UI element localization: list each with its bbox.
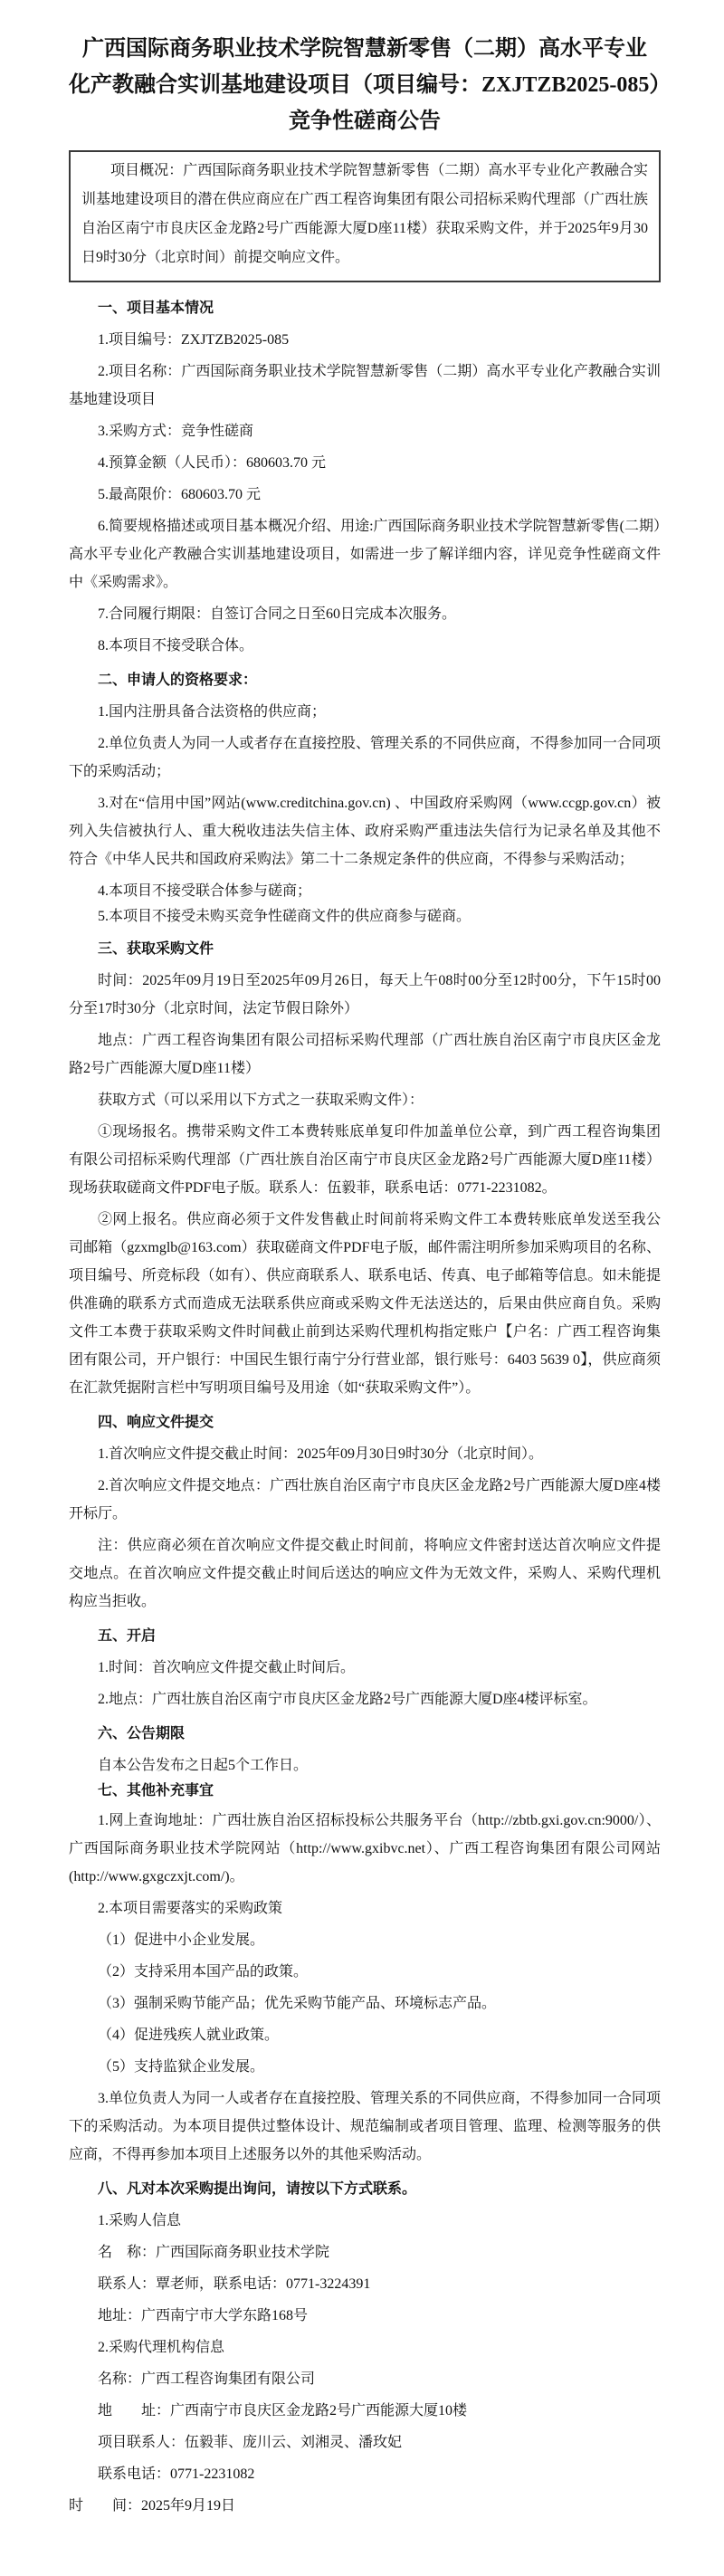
paragraph: ②网上报名。供应商必须于文件发售截止时间前将采购文件工本费转账底单发送至我公司邮箱（gzxmglb@163.com）获取磋商文件PDF电子版，邮件需注明所参加采购项目的名称、项目编号、所竞标段（如有）、供应商联系人、联系电话、传真、电子邮箱等信息。如未能提供准确的联系方式而造成无法联系供应商或采购文件无法送达的，后果由供应商自负。采购文件工本费于获取采购文件时间截止前到达采购代理机构指定账户【户名：广西工程咨询集团有限公司，开户银行：中国民生银行南宁分行营业部，银行账号：6403 5639 0】，供应商须在汇款凭据附言栏中写明项目编号及用途（如“获取采购文件”）。 [69,1212,661,1396]
project-overview-box [69,150,661,282]
paragraph: （4）促进残疾人就业政策。 [98,2027,280,2043]
page-title [69,31,672,139]
section-heading: 五、开启 [98,1628,157,1644]
paragraph: 2.单位负责人为同一人或者存在直接控股、管理关系的不同供应商，不得参加同一合同项下的采购活动； [69,736,661,779]
paragraph: 地址：广西南宁市大学东路168号 [98,2308,309,2323]
paragraph: 获取方式（可以采用以下方式之一获取采购文件）： [98,1092,424,1108]
paragraph: 2.本项目需要落实的采购政策 [98,1901,283,1916]
section-heading: 七、其他补充事宜 [98,1783,214,1798]
paragraph: 8.本项目不接受联合体。 [98,638,254,654]
paragraph: 2.项目名称：广西国际商务职业技术学院智慧新零售（二期）高水平专业化产教融合实训基地建设项目 [69,364,661,407]
paragraph: 5.本项目不接受未购买竞争性磋商文件的供应商参与磋商。 [98,909,472,924]
title-line-2: 化产教融合实训基地建设项目（项目编号：ZXJTZB2025-085） [69,73,672,97]
paragraph: （2）支持采用本国产品的政策。 [98,1964,309,1980]
section-heading: 四、响应文件提交 [98,1415,214,1430]
paragraph: 3.采购方式：竞争性磋商 [98,424,254,439]
paragraph: 联系人：覃老师，联系电话：0771-3224391 [98,2276,371,2292]
paragraph: ①现场报名。携带采购文件工本费转账底单复印件加盖单位公章，到广西工程咨询集团有限公司招标采购代理部（广西壮族自治区南宁市良庆区金龙路2号广西能源大厦D座11楼）现场获取磋商文件PDF电子版。联系人：伍毅菲，联系电话：0771-2231082。 [69,1124,661,1196]
paragraph: 时间：2025年09月19日至2025年09月26日，每天上午08时00分至12时00分，下午15时00分至17时30分（北京时间，法定节假日除外） [69,973,661,1016]
paragraph: 4.预算金额（人民币）：680603.70 元 [98,455,327,471]
section-heading: 三、获取采购文件 [98,941,214,957]
paragraph: 2.采购代理机构信息 [98,2340,225,2355]
paragraph: 自本公告发布之日起5个工作日。 [98,1758,309,1773]
paragraph: 地 址：广西南宁市良庆区金龙路2号广西能源大厦10楼 [98,2403,468,2419]
paragraph: 1.网上查询地址：广西壮族自治区招标投标公共服务平台（http://zbtb.gxi.gov.cn:9000/）、广西国际商务职业技术学院网站（http://www.gxibvc.net）、广西工程咨询集团有限公司网站(http://www.gxgczxjt.com/)。 [69,1813,661,1884]
paragraph: 3.单位负责人为同一人或者存在直接控股、管理关系的不同供应商，不得参加同一合同项下的采购活动。为本项目提供过整体设计、规范编制或者项目管理、监理、检测等服务的供应商，不得再参加本项目上述服务以外的其他采购活动。 [69,2091,661,2162]
paragraph: 4.本项目不接受联合体参与磋商； [98,883,312,899]
section-heading: 六、公告期限 [98,1726,186,1741]
paragraph: 1.国内注册具备合法资格的供应商； [98,704,327,720]
paragraph: 联系电话：0771-2231082 [98,2466,255,2482]
project-overview-text: 项目概况：广西国际商务职业技术学院智慧新零售（二期）高水平专业化产教融合实训基地建设项目的潜在供应商应在广西工程咨询集团有限公司招标采购代理部（广西壮族自治区南宁市良庆区金龙路2号广西能源大厦D座11楼）获取采购文件，并于2025年9月30日9时30分（北京时间）前提交响应文件。 [81,163,648,265]
paragraph: 6.简要规格描述或项目基本概况介绍、用途:广西国际商务职业技术学院智慧新零售(二期）高水平专业化产教融合实训基地建设项目，如需进一步了解详细内容，详见竞争性磋商文件中《采购需求》。 [69,519,661,590]
paragraph: 地点：广西工程咨询集团有限公司招标采购代理部（广西壮族自治区南宁市良庆区金龙路2号广西能源大厦D座11楼） [69,1033,661,1076]
paragraph: 7.合同履行期限：自签订合同之日至60日完成本次服务。 [98,606,457,622]
paragraph: 1.采购人信息 [98,2213,182,2228]
paragraph: 1.时间：首次响应文件提交截止时间后。 [98,1660,356,1675]
section-heading: 二、申请人的资格要求： [98,673,258,688]
paragraph: （3）强制采购节能产品；优先采购节能产品、环境标志产品。 [98,1996,497,2011]
paragraph: 名称：广西工程咨询集团有限公司 [98,2371,316,2387]
paragraph: 时 间：2025年9月19日 [69,2498,236,2514]
paragraph: 1.首次响应文件提交截止时间：2025年09月30日9时30分（北京时间）。 [98,1446,544,1462]
paragraph: 2.首次响应文件提交地点：广西壮族自治区南宁市良庆区金龙路2号广西能源大厦D座4楼开标厅。 [69,1478,661,1522]
paragraph: （5）支持监狱企业发展。 [98,2059,265,2075]
paragraph: 5.最高限价：680603.70 元 [98,487,262,502]
paragraph: 3.对在“信用中国”网站(www.creditchina.gov.cn) 、中国政府采购网（www.ccgp.gov.cn）被列入失信被执行人、重大税收违法失信主体、政府采购严重违法失信行为记录名单及其他不符合《中华人民共和国政府采购法》第二十二条规定条件的供应商，不得参与采购活动； [69,796,661,867]
paragraph: 名 称：广西国际商务职业技术学院 [98,2245,330,2260]
paragraph: 2.地点：广西壮族自治区南宁市良庆区金龙路2号广西能源大厦D座4楼评标室。 [98,1692,597,1707]
title-line-3: 竞争性磋商公告 [289,110,441,133]
paragraph: 注：供应商必须在首次响应文件提交截止时间前，将响应文件密封送达首次响应文件提交地点。在首次响应文件提交截止时间后送达的响应文件为无效文件，采购人、采购代理机构应当拒收。 [69,1538,661,1609]
paragraph: 项目联系人：伍毅菲、庞川云、刘湘灵、潘玫妃 [98,2435,403,2450]
section-heading: 一、项目基本情况 [98,301,214,316]
paragraph: （1）促进中小企业发展。 [98,1932,265,1948]
title-line-1: 广西国际商务职业技术学院智慧新零售（二期）高水平专业 [82,37,647,61]
section-heading: 八、凡对本次采购提出询问，请按以下方式联系。 [98,2181,417,2197]
document-body [69,290,661,2522]
paragraph: 1.项目编号：ZXJTZB2025-085 [98,332,290,348]
